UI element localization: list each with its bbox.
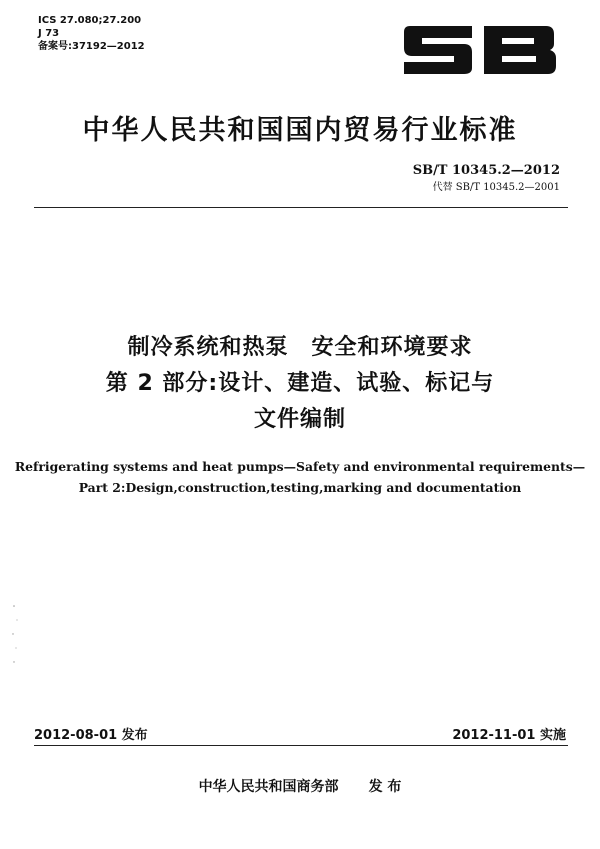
scan-speckle — [10, 600, 22, 670]
issue-date: 2012-08-01 发布 — [34, 728, 148, 743]
title-en-line-2: Part 2:Design,construction,testing,marking and documentation — [78, 480, 522, 495]
filing-number: 备案号:37192—2012 — [38, 41, 145, 52]
publisher-action: 发 布 — [368, 779, 402, 795]
publisher-org: 中华人民共和国商务部 — [198, 779, 339, 795]
ccs-code: J 73 — [38, 28, 60, 39]
standard-number: SB/T 10345.2—2012 — [412, 163, 560, 178]
title-zh-line-3: 文件编制 — [253, 407, 346, 432]
sb-logo — [400, 26, 560, 74]
implementation-date: 2012-11-01 实施 — [452, 728, 566, 743]
top-divider — [34, 207, 568, 208]
bottom-divider — [34, 745, 568, 746]
replaced-standard: 代替 SB/T 10345.2—2001 — [432, 182, 560, 193]
publisher-line — [0, 776, 600, 796]
ics-code: ICS 27.080;27.200 — [38, 15, 142, 26]
title-zh-line-1: 制冷系统和热泵 安全和环境要求 — [127, 335, 473, 360]
sb-logo-graphic — [400, 26, 560, 74]
title-en-line-1: Refrigerating systems and heat pumps—Safety and environmental requirements— — [14, 459, 586, 474]
organization-title: 中华人民共和国国内贸易行业标准 — [82, 115, 518, 146]
title-zh-line-2: 第 2 部分:设计、建造、试验、标记与 — [105, 371, 495, 396]
classification-block — [38, 14, 145, 53]
